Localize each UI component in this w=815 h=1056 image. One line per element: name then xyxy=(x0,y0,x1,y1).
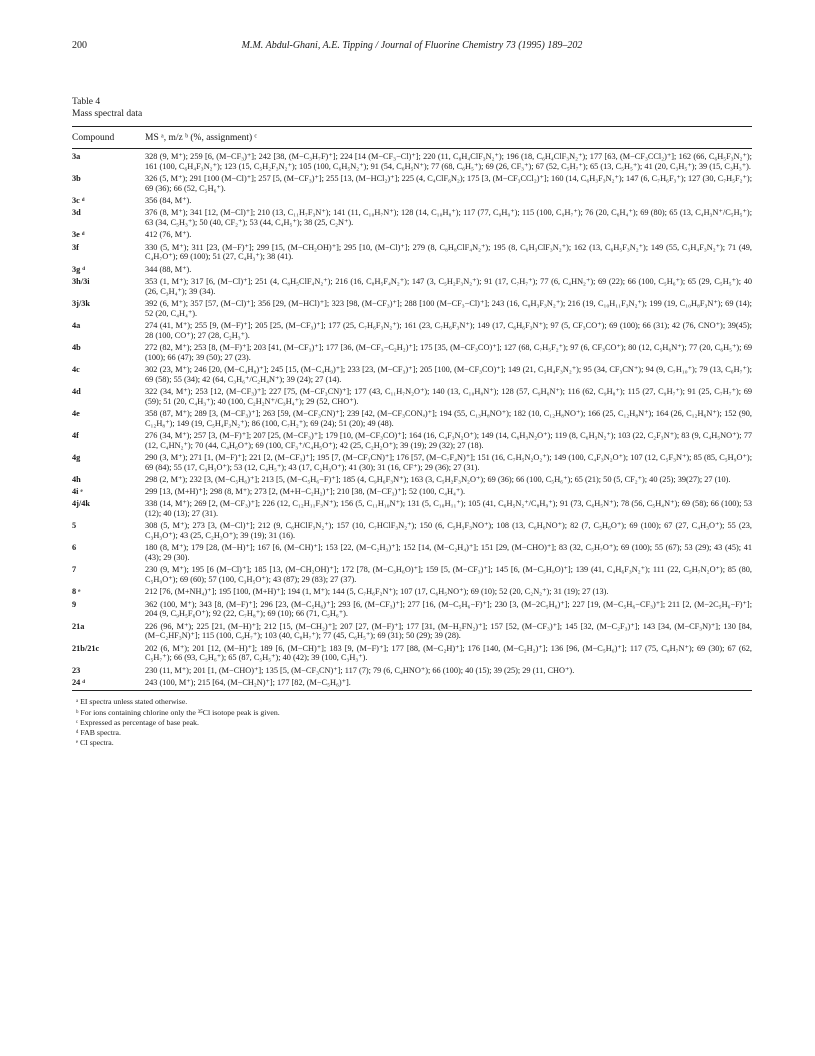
table-title: Mass spectral data xyxy=(72,109,143,119)
table-row xyxy=(72,321,752,340)
table-row xyxy=(72,265,752,275)
compound-cell: 23 xyxy=(72,665,81,675)
footnotes xyxy=(72,697,752,748)
ms-data-cell: 226 (96, M⁺); 225 [21, (M−H)⁺]; 212 [15, (M−CH₂)⁺]; 207 [27, (M−F)⁺]; 177 [31, (M−H₂FN₂)⁺]; 157 [52, (M−CF₃)⁺]; 145 [32, (M−C₂F₃)⁺]; 143 [34, (M−CF₃N)⁺]; 130 [84, (M−C₂HF₃N)⁺]; 115 (100, C₉H₇⁺); 103 (40, C₈H₇⁺); 77 (45, C₆H₅⁺); 69 (31); 50 (29); 39 (28). xyxy=(145,621,752,641)
footnote: ᶜ Expressed as percentage of base peak. xyxy=(76,717,200,727)
ms-data-cell: 272 (82, M⁺); 253 [8, (M−F)⁺]; 203 [41, (M−CF₃)⁺]; 177 [36, (M−CF₃−C₂H₂)⁺]; 175 [35, (M−CF₃CO)⁺]; 127 (68, C₇H₅F₂⁺); 97 (6, CF₃CO⁺); 80 (12, C₅H₆N⁺); 77 (20, C₆H₅⁺); 69 (100); 66 (47); 39 (50); 27 (23). xyxy=(145,342,752,362)
table-row xyxy=(72,365,752,384)
compound-cell: 4d xyxy=(72,386,81,396)
column-header-compound: Compound xyxy=(72,133,115,143)
ms-data-cell: 362 (100, M⁺); 343 [8, (M−F)⁺]; 296 [23, (M−C₅H₆)⁺]; 293 [6, (M−CF₃)⁺]; 277 [16, (M−C₅H₆−F)⁺]; 230 [3, (M−2C₅H₆)⁺]; 227 [19, (M−C₅H₆−CF₃)⁺]; 211 [2, (M−2C₅H₆−F)⁺]; 204 (9, C₉H₅F₆O⁺); 92 (22, C₇H₈⁺); 69 (10); 66 (71, C₅H₆⁺). xyxy=(145,599,752,619)
compound-cell: 4h xyxy=(72,474,81,484)
ms-data-cell: 276 (34, M⁺); 257 [3, (M−F)⁺]; 207 [25, (M−CF₃)⁺]; 179 [10, (M−CF₃CO)⁺]; 164 (16, C₄F₃N₂O⁺); 149 (14, C₆H₃N₂O⁺); 119 (8, C₆H₃N₂⁺); 103 (22, C₂F₃N⁺); 83 (9, C₄H₅NO⁺); 77 (12, C₄HN₂⁺); 70 (44, C₄H₆O⁺); 69 (100, CF₃⁺/C₄H₅O⁺); 42 (25, C₂H₂O⁺); 39 (19); 29 (32); 27 (18). xyxy=(145,430,752,450)
ms-data-cell: 353 (1, M⁺); 317 [6, (M−Cl)⁺]; 251 (4, C₈H₅ClF₄N₂⁺); 216 (16, C₈H₅F₄N₂⁺); 147 (3, C₅H₂F₃N₂⁺); 91 (17, C₇H₇⁺); 77 (6, C₄HN₂⁺); 69 (22); 66 (100, C₅H₆⁺); 65 (29, C₅H₅⁺); 40 (26, C₃H₄⁺); 39 (34). xyxy=(145,276,752,296)
table-row xyxy=(72,644,752,663)
compound-cell: 8 ᵉ xyxy=(72,587,81,597)
table-row xyxy=(72,387,752,406)
compound-cell: 7 xyxy=(72,565,77,575)
compound-cell: 3h/3i xyxy=(72,276,90,286)
ms-data-cell: 230 (11, M⁺); 201 [1, (M−CHO)⁺]; 135 [5, (M−CF₃CN)⁺]; 117 (7); 79 (6, C₄HNO⁺); 66 (100); 40 (15); 39 (25); 29 (11, CHO⁺). xyxy=(145,665,575,675)
compound-cell: 6 xyxy=(72,543,77,553)
compound-cell: 9 xyxy=(72,599,77,609)
compound-cell: 4j/4k xyxy=(72,499,90,509)
table-row xyxy=(72,431,752,450)
compound-cell: 5 xyxy=(72,521,77,531)
footnote: ᵇ For ions containing chlorine only the ³⁵Cl isotope peak is given. xyxy=(76,707,280,717)
ms-data-cell: 338 (14, M⁺); 269 [2, (M−CF₃)⁺]; 226 (12, C₁₂H₁₁F₃N⁺); 156 (5, C₁₁H₁₀N⁺); 131 (5, C₁₀H₁₁⁺); 105 (41, C₆H₅N₂⁺/C₈H₉⁺); 91 (73, C₆H₅N⁺); 78 (56, C₅H₄N⁺); 69 (58); 66 (100); 53 (12); 40 (13); 27 (31). xyxy=(145,499,752,519)
ms-data-cell: 358 (87, M⁺); 289 [3, (M−CF₃)⁺]; 263 [59, (M−CF₃CN)⁺]; 239 [42, (M−CF₃CONₐ)⁺]; 194 (55, C₁₃H₈NO⁺); 182 (10, C₁₂H₈NO⁺); 166 (25, C₁₂H₈N⁺); 164 (26, C₁₂H₆N⁺); 152 (90, C₁₂H₈⁺); 149 (19, C₅H₄F₃N₂⁺); 86 (100, C₇H₂⁺); 69 (24); 51 (20); 49 (48). xyxy=(145,408,752,428)
ms-data-cell: 299 [13, (M+H)⁺]; 298 (8, M⁺); 273 [2, (M+H−C₂H₂)⁺]; 210 [38, (M−CF₃)⁺]; 52 (100, C₄H₄⁺). xyxy=(145,487,466,497)
table-row xyxy=(72,666,752,676)
table-header-rule xyxy=(72,148,752,149)
ms-data-cell: 202 (6, M⁺); 201 [12, (M−H)⁺]; 189 [6, (M−CH)⁺]; 183 [9, (M−F)⁺]; 177 [88, (M−C₂H)⁺]; 176 [140, (M−C₂H₂)⁺]; 136 [96, (M−C₅H₆)⁺]; 117 (75, C₈H₇N⁺); 69 (30); 67 (62, C₅H₇⁺); 66 (93, C₅H₆⁺); 65 (87, C₅H₅⁺); 40 (42); 39 (100, C₃H₃⁺). xyxy=(145,643,752,663)
table-row xyxy=(72,678,752,688)
table-row xyxy=(72,521,752,540)
table-row xyxy=(72,230,752,240)
ms-data-cell: 328 (9, M⁺); 259 [6, (M−CF₃)⁺]; 242 [38, (M−C₃H₇F)⁺]; 224 [14 (M−CF₃−Cl)⁺]; 220 (11, C₈H₄ClF₃N₂⁺); 196 (18, C₆H₄ClF₃N₂⁺); 177 [63, (M−CF₃CCl₂)⁺]; 162 (66, C₆H₅F₃N₂⁺); 161 (100, C₆H₄F₃N₂⁺); 123 (15, C₅H₂F₃N₂⁺); 105 (100, C₆H₅N₂⁺); 91 (54, C₆H₅N⁺); 77 (68, C₆H₅⁺); 69 (26, CF₃⁺); 67 (52, C₅H₇⁺); 65 (13, C₅H₅⁺); 41 (20, C₃H₅⁺); 39 (15, C₃H₃⁺). xyxy=(145,152,752,171)
compound-cell: 3g ᵈ xyxy=(72,264,86,274)
compound-cell: 4g xyxy=(72,452,81,462)
table-row xyxy=(72,565,752,584)
ms-data-cell: 412 (76, M⁺). xyxy=(145,230,192,240)
table-row xyxy=(72,243,752,262)
table-row xyxy=(72,208,752,227)
ms-data-cell: 308 (5, M⁺); 273 [3, (M−Cl)⁺]; 212 (9, C₆HClF₃N₂⁺); 157 (10, C₇HClF₃N₂⁺); 150 (6, C₅H₃F₃NO⁺); 108 (13, C₆H₆NO⁺); 82 (7, C₅H₆O⁺); 69 (100); 67 (27, C₄H₃O⁺); 55 (23, C₃H₃O⁺); 43 (25, C₂H₃O⁺); 39 (19); 31 (16). xyxy=(145,521,752,541)
table-row xyxy=(72,499,752,518)
table-row xyxy=(72,277,752,296)
compound-cell: 3f xyxy=(72,242,79,252)
table-row xyxy=(72,174,752,193)
ms-data-cell: 230 (9, M⁺); 195 [6 (M−Cl)⁺]; 185 [13, (M−CH₂OH)⁺]; 172 [78, (M−C₃H₆O)⁺]; 159 [5, (M−CF₃)⁺]; 145 [6, (M−C₅H₉O)⁺]; 139 (41, C₄H₆F₃N₂⁺); 111 (22, C₅H₇N₂O⁺); 85 (80, C₅H₉O⁺); 69 (60); 57 (100, C₃H₅O⁺); 43 (87); 29 (83); 27 (37). xyxy=(145,565,752,585)
compound-cell: 3c ᵈ xyxy=(72,196,85,205)
compound-cell: 4i ᵉ xyxy=(72,487,83,497)
table-row xyxy=(72,152,752,171)
table-bottom-rule xyxy=(72,690,752,691)
table-row xyxy=(72,453,752,472)
compound-cell: 24 ᵈ xyxy=(72,678,86,688)
footnote: ᵉ CI spectra. xyxy=(76,738,114,748)
ms-data-cell: 326 (5, M⁺); 291 [100 (M−Cl)⁺]; 257 [5, (M−CF₃)⁺]; 255 [13, (M−HCl₂)⁺]; 225 (4, C₄ClF₆N₂); 175 [3, (M−CF₃CCl₂)⁺]; 160 (14, C₆H₃F₃N₂⁺); 147 (6, C₇H₆F₃⁺); 127 (30, C₇H₅F₂⁺); 69 (36); 66 (52, C₅H₆⁺). xyxy=(145,174,752,193)
ms-data-cell: 180 (8, M⁺); 179 [28, (M−H)⁺]; 167 [6, (M−CH)⁺]; 153 [22, (M−C₂H₃)⁺]; 152 [14, (M−C₂H₄)⁺]; 151 [29, (M−CHO)⁺]; 83 (32, C₅H₇O⁺); 69 (100); 55 (67); 53 (29); 43 (45); 41 (43); 29 (30). xyxy=(145,543,752,563)
ms-data-cell: 243 (100, M⁺); 215 [64, (M−CH₂N)⁺]; 177 [82, (M−C₅H₆)⁺]. xyxy=(145,678,351,688)
table-row xyxy=(72,299,752,318)
compound-cell: 4e xyxy=(72,408,80,418)
table-row xyxy=(72,343,752,362)
ms-data-cell: 274 (41, M⁺); 255 [9, (M−F)⁺]; 205 [25, (M−CF₃)⁺]; 177 (25, C₇H₆F₃N₂⁺); 161 (23, C₇H₆F₃N⁺); 149 (17, C₆H₆F₃N⁺); 97 (5, CF₃CO⁺); 69 (100); 66 (31); 42 (76, CNO⁺); 39(45); 28 (100, CO⁺); 27 (28, C₂H₃⁺). xyxy=(145,320,752,340)
page-number: 200 xyxy=(72,40,87,51)
compound-cell: 3j/3k xyxy=(72,298,90,308)
compound-cell: 4f xyxy=(72,430,79,440)
table-row xyxy=(72,196,752,206)
table-row xyxy=(72,475,752,485)
compound-cell: 4c xyxy=(72,364,80,374)
compound-cell: 3e ᵈ xyxy=(72,230,85,240)
compound-cell: 4b xyxy=(72,342,81,352)
running-head xyxy=(72,40,752,56)
table-row xyxy=(72,409,752,428)
table-body xyxy=(72,152,752,688)
table-label: Table 4 xyxy=(72,97,101,107)
journal-citation: M.M. Abdul-Ghani, A.E. Tipping / Journal of Fluorine Chemistry 73 (1995) 189–202 xyxy=(241,40,583,51)
table-row xyxy=(72,600,752,619)
compound-cell: 21a xyxy=(72,621,85,631)
table-row xyxy=(72,487,752,497)
compound-cell: 3b xyxy=(72,174,81,183)
ms-data-cell: 376 (8, M⁺); 341 [12, (M−Cl)⁺]; 210 (13, C₁₁H₇F₃N⁺); 141 (11, C₁₀H₇N⁺); 128 (14, C₁₀H₈⁺); 117 (77, C₉H₉⁺); 115 (100, C₉H₇⁺); 76 (20, C₆H₄⁺); 69 (80); 65 (13, C₄H₃N⁺/C₅H₅⁺); 63 (34, C₅H₃⁺); 50 (40, CF₂⁺); 53 (44, C₄H₅⁺); 38 (25, C₂N⁺). xyxy=(145,208,752,227)
ms-data-cell: 344 (88, M⁺). xyxy=(145,264,192,274)
footnote: ᵈ FAB spectra. xyxy=(76,727,121,737)
ms-data-cell: 298 (2, M⁺); 232 [3, (M−C₅H₆)⁺]; 213 [5, (M−C₅H₆−F)⁺]; 185 (4, C₉H₆F₃N⁺); 163 (3, C₅H₂F₃N₂O⁺); 69 (36); 66 (100, C₅H₆⁺); 65 (21); 50 (5, CF₂⁺); 40 (25); 39(27); 27 (10). xyxy=(145,474,731,484)
column-header-ms: MS ᵃ, m/z ᵇ (%, assignment) ᶜ xyxy=(145,133,257,143)
compound-cell: 4a xyxy=(72,320,81,330)
compound-cell: 3a xyxy=(72,152,81,161)
ms-data-cell: 392 (6, M⁺); 357 [57, (M−Cl)⁺]; 356 [29, (M−HCl)⁺]; 323 [98, (M−CF₃)⁺]; 288 [100 (M−CF₃−Cl)⁺]; 243 (16, C₈H₃F₃N₂⁺); 216 (19, C₁₀H₁₁F₃N₂⁺); 199 (19, C₁₀H₈F₃N⁺); 69 (14); 52 (20, C₄H₄⁺). xyxy=(145,298,752,318)
ms-data-cell: 302 (23, M⁺); 246 [20, (M−C₄H₈)⁺]; 245 [15, (M−C₄H₉)⁺]; 233 [23, (M−CF₃)⁺]; 205 [100, (M−CF₃CO)⁺]; 149 (21, C₅H₄F₃N₂⁺); 95 (34, CF₃CN⁺); 94 (9, C₇H₁₀⁺); 79 (13, C₆H₇⁺); 69 (58); 55 (34); 42 (64, C₃H₆⁺/C₂H₄N⁺); 39 (24); 27 (14). xyxy=(145,364,752,384)
table-caption xyxy=(72,96,752,120)
ms-data-cell: 330 (5, M⁺); 311 [23, (M−F)⁺]; 299 [15, (M−CH₂OH)⁺]; 295 [10, (M−Cl)⁺]; 279 (8, C₈H₈ClF₄N₂⁺); 195 (8, C₆H₃ClF₃N₂⁺); 162 (13, C₆H₅F₃N₂⁺); 149 (55, C₅H₄F₃N₂⁺); 71 (49, C₄H₇O⁺); 69 (100); 51 (27, C₄H₃⁺); 38 (41). xyxy=(145,242,752,262)
ms-data-cell: 290 (3, M⁺); 271 [1, (M−F)⁺]; 221 [2, (M−CF₃)⁺]; 195 [7, (M−CF₃CN)⁺]; 176 [57, (M−C₇F₄N)⁺]; 151 (16, C₇H₅N₂O₂⁺); 149 (100, C₄F₃N₂O⁺); 107 (12, C₅F₃N⁺); 85 (85, C₅H₉O⁺); 69 (84); 55 (17, C₃H₃O⁺); 53 (12, C₄H₅⁺); 43 (17, C₂H₃O⁺); 41 (30); 31 (16, CF⁺); 29 (36); 27 (31). xyxy=(145,452,752,472)
ms-data-cell: 212 [76, (M+NH₄)⁺]; 195 [100, (M+H)⁺]; 194 (1, M⁺); 144 (5, C₇H₆F₂N⁺); 107 (17, C₆H₅NO⁺); 69 (10); 52 (20, C₂N₂⁺); 31 (19); 27 (13). xyxy=(145,587,609,597)
footnote: ᵃ EI spectra unless stated otherwise. xyxy=(76,697,188,707)
ms-data-cell: 322 (34, M⁺); 253 [12, (M−CF₃)⁺]; 227 [75, (M−CF₃CN)⁺]; 177 (43, C₁₁H₇N₂O⁺); 140 (13, C₁₀H₈N⁺); 128 (57, C₉H₆N⁺); 116 (62, C₉H₈⁺); 115 (27, C₉H₇⁺); 91 (25, C₇H₇⁺); 69 (59); 51 (20, C₄H₃⁺); 40 (100, C₂H₂N⁺/C₃H₄⁺); 29 (52, CHO⁺). xyxy=(145,386,752,406)
ms-data-cell: 356 (84, M⁺). xyxy=(145,196,192,205)
page xyxy=(72,40,752,748)
table-row xyxy=(72,622,752,641)
compound-cell: 3d xyxy=(72,208,81,218)
table-row xyxy=(72,543,752,562)
table-header-row xyxy=(72,127,752,148)
table-row xyxy=(72,587,752,597)
compound-cell: 21b/21c xyxy=(72,643,100,653)
